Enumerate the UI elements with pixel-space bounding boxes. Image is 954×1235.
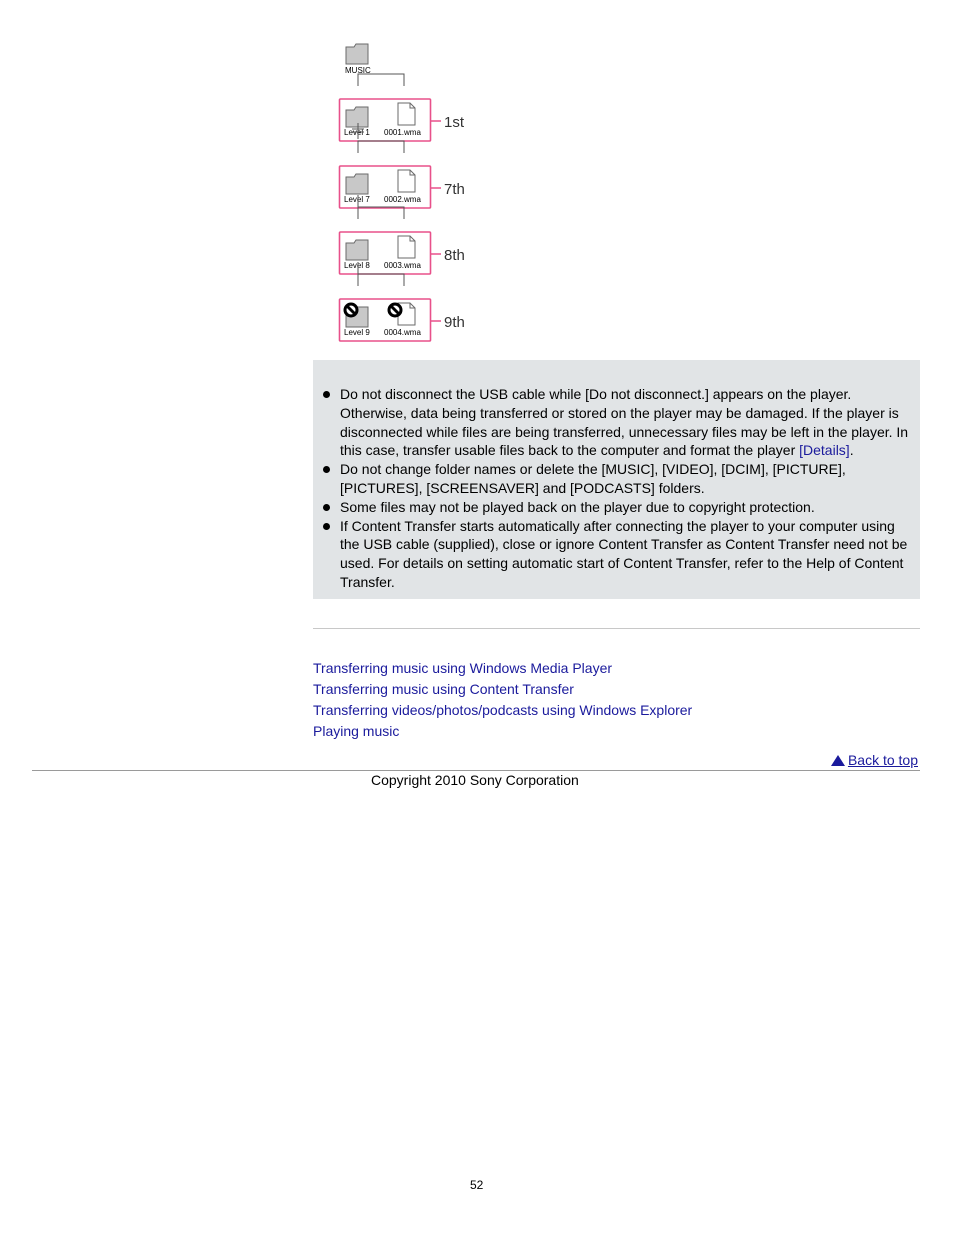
level-folder-label: Level 7 bbox=[344, 195, 370, 204]
order-label: 9th bbox=[444, 314, 465, 331]
note-list bbox=[322, 385, 916, 592]
link-windows-media-player[interactable]: Transferring music using Windows Media Player bbox=[313, 660, 613, 676]
music-folder-icon bbox=[346, 44, 368, 64]
order-label: 8th bbox=[444, 247, 465, 264]
footer-divider bbox=[32, 770, 920, 771]
note-text: If Content Transfer starts automatically after connecting the player to your computer using the USB cable (supplied), close or ignore Content Transfer as Content Transfer need not be used. For details on setting automatic start of Content Transfer, refer to the Help of Content Transfer. bbox=[340, 517, 908, 590]
link-playing-music[interactable]: Playing music bbox=[313, 723, 400, 739]
back-to-top-link[interactable] bbox=[831, 752, 918, 768]
connector-line bbox=[358, 274, 404, 286]
section-divider bbox=[313, 628, 920, 629]
note-text: Do not disconnect the USB cable while [Do not disconnect.] appears on the player. Otherwise, data being transferred or stored on the player may be damaged. If the player is disconnected while files are being transferred, unnecessary files may be left in the player. In this case, transfer usable files back to the computer and format the player bbox=[340, 386, 909, 459]
bullet-icon bbox=[323, 466, 330, 473]
music-folder-label: MUSIC bbox=[345, 66, 371, 75]
copyright: Copyright 2010 Sony Corporation bbox=[371, 772, 579, 788]
level-file-label: 0004.wma bbox=[384, 328, 421, 337]
details-link[interactable]: [Details] bbox=[799, 442, 850, 459]
level-folder-label: Level 1 bbox=[344, 128, 370, 137]
folder-hierarchy-svg bbox=[336, 38, 476, 344]
back-to-top-label: Back to top bbox=[847, 752, 918, 768]
note-item bbox=[322, 498, 916, 517]
up-triangle-icon bbox=[831, 755, 845, 766]
level-file-label: 0001.wma bbox=[384, 128, 421, 137]
folder-hierarchy-diagram bbox=[336, 38, 476, 344]
connector-line bbox=[358, 74, 404, 86]
bullet-icon bbox=[323, 523, 330, 530]
folder-icon bbox=[346, 174, 368, 194]
connector-line bbox=[358, 207, 404, 219]
order-label: 1st bbox=[444, 114, 465, 131]
note-text: Do not change folder names or delete the [MUSIC], [VIDEO], [DCIM], [PICTURE], [PICTURES], [SCREENSAVER] and [PODCASTS] folders. bbox=[340, 461, 846, 496]
bullet-icon bbox=[323, 504, 330, 511]
link-windows-explorer[interactable]: Transferring videos/photos/podcasts using Windows Explorer bbox=[313, 702, 693, 718]
note-text: Some files may not be played back on the player due to copyright protection. bbox=[340, 498, 815, 515]
level-folder-label: Level 8 bbox=[344, 261, 370, 270]
connector-line bbox=[358, 141, 404, 153]
note-item bbox=[322, 385, 916, 460]
bullet-icon bbox=[323, 391, 330, 398]
level-file-label: 0002.wma bbox=[384, 195, 421, 204]
link-content-transfer[interactable]: Transferring music using Content Transfer bbox=[313, 681, 574, 697]
order-label: 7th bbox=[444, 181, 465, 198]
folder-icon bbox=[346, 107, 368, 127]
note-text-end: . bbox=[849, 442, 854, 459]
folder-icon bbox=[346, 240, 368, 260]
page-number: 52 bbox=[470, 1178, 484, 1192]
level-file-label: 0003.wma bbox=[384, 261, 421, 270]
note-item bbox=[322, 460, 916, 498]
level-folder-label: Level 9 bbox=[344, 328, 370, 337]
note-item bbox=[322, 517, 916, 592]
note-box bbox=[313, 360, 920, 599]
related-links bbox=[313, 658, 692, 742]
